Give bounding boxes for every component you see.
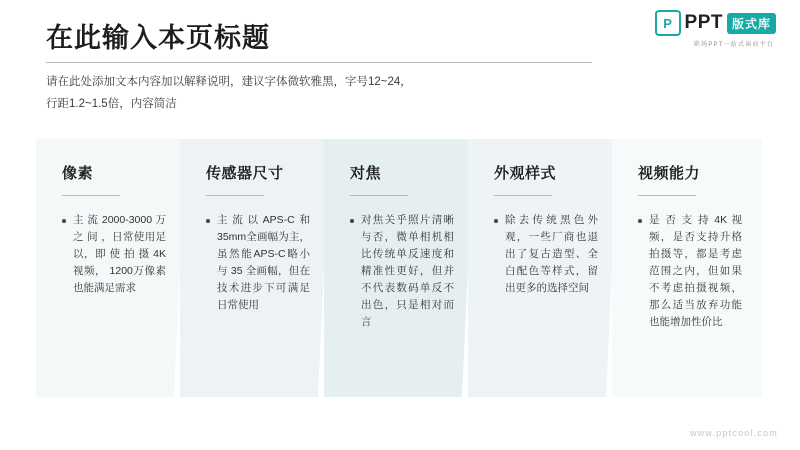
brand-logo	[655, 10, 776, 48]
card-title: 外观样式	[494, 165, 557, 182]
card-divider	[62, 195, 120, 196]
card-bullet	[62, 212, 166, 297]
page-title: 在此输入本页标题	[46, 23, 270, 53]
card-bullet	[638, 212, 742, 331]
card-title: 像素	[62, 165, 94, 182]
card-bullet-text: 主流以APS-C和35mm全画幅为主，虽然能APS-C略小与 35 全画幅，但在技术进步下可满足日常使用	[217, 214, 310, 311]
content-card[interactable]	[324, 139, 470, 397]
page-subtitle	[46, 72, 606, 115]
card-divider	[638, 195, 696, 196]
card-bullet	[494, 212, 598, 297]
logo-mark-icon: P	[655, 10, 681, 36]
bullet-dot-icon	[638, 219, 642, 223]
card-bullet	[206, 212, 310, 314]
title-block	[46, 22, 606, 115]
card-bullet-text: 除去传统黑色外观，一些厂商也退出了复古造型、全白配色等样式，留出更多的选择空间	[505, 214, 598, 294]
logo-name: PPT	[684, 12, 723, 33]
card-bullet	[350, 212, 454, 331]
content-card[interactable]	[468, 139, 614, 397]
logo-tagline: 职场PPT一站式演而平台	[693, 42, 774, 48]
card-divider	[350, 195, 408, 196]
card-bullet-text: 对焦关乎照片清晰与否，微单相机相比传统单反速度和精准性更好，但并不代表数码单反不出色，只是相对而言	[361, 214, 454, 328]
bullet-dot-icon	[206, 219, 210, 223]
card-band	[36, 139, 764, 397]
card-divider	[206, 195, 264, 196]
title-divider	[46, 62, 592, 63]
bullet-dot-icon	[494, 219, 498, 223]
content-card[interactable]	[180, 139, 326, 397]
card-title: 对焦	[350, 165, 382, 182]
card-title: 传感器尺寸	[206, 165, 284, 182]
page-subtitle-line-1: 请在此处添加文本内容加以解释说明，建议字体微软雅黑，字号12~24，	[46, 76, 412, 89]
card-bullet-text: 是 否 支 持 4K 视频，是否支持升格拍摄等，都是考虑范围之内，但如果不考虑拍摄视频，那么适当放弃功能也能增加性价比	[649, 214, 742, 328]
card-title: 视频能力	[638, 165, 701, 182]
card-bullet-text: 主 流 2000-3000 万 之 间 ，日常使用足以，即 使 拍 摄 4K 视频， 1200万像素也能满足需求	[73, 214, 166, 294]
content-card[interactable]	[612, 139, 758, 397]
bullet-dot-icon	[62, 219, 66, 223]
page-subtitle-line-2: 行距1.2~1.5倍，内容简洁	[46, 97, 177, 110]
footer-url: www.pptcool.com	[689, 428, 778, 438]
logo-badge: 版式库	[727, 13, 776, 34]
card-divider	[494, 195, 552, 196]
bullet-dot-icon	[350, 219, 354, 223]
content-card[interactable]	[36, 139, 182, 397]
logo-row	[655, 10, 776, 36]
